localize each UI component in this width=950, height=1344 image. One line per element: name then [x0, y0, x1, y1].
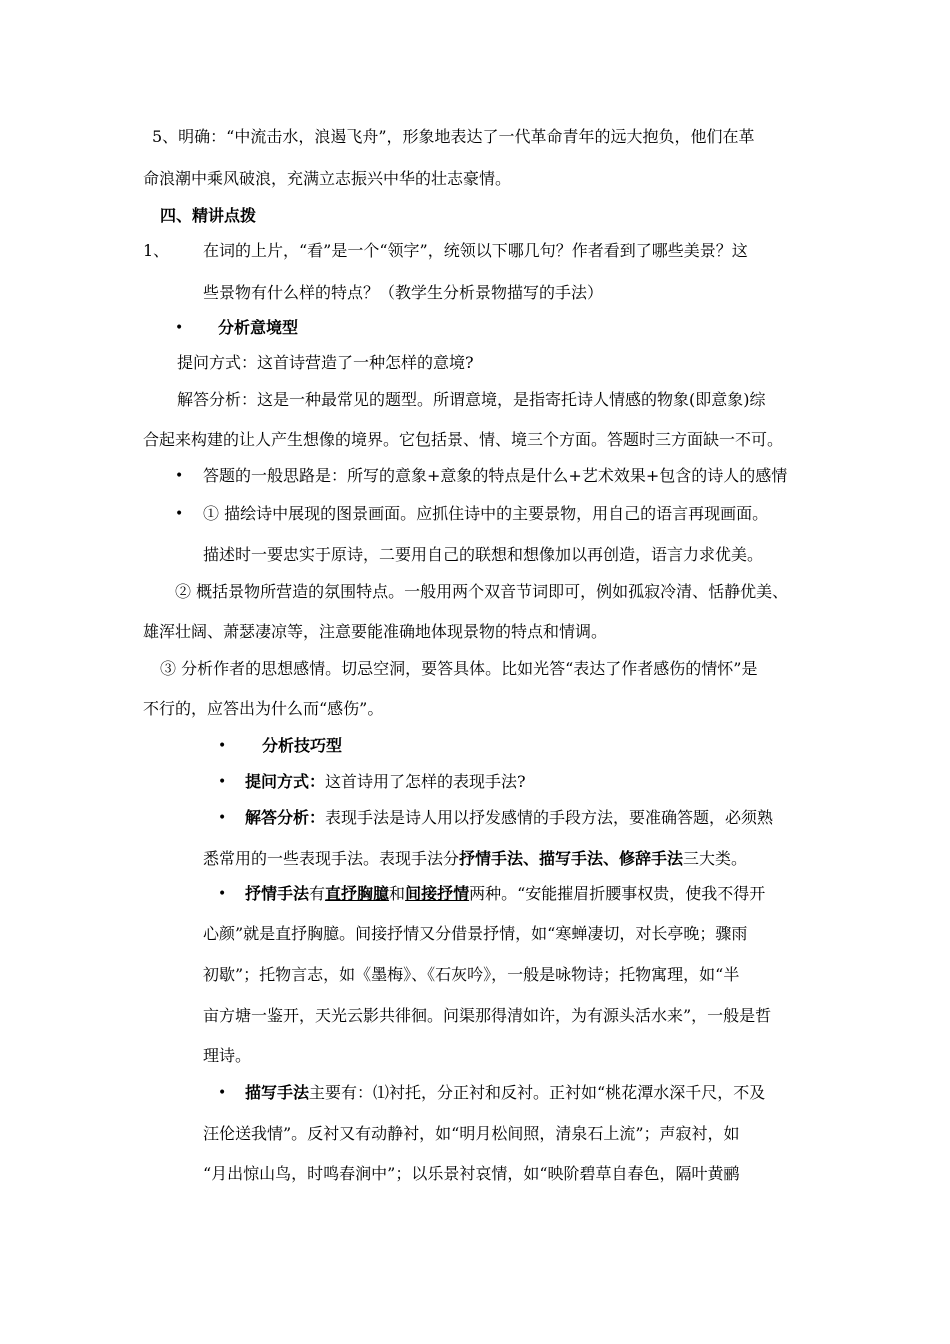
shuqing-text: 和	[389, 884, 406, 903]
jiqiao-answer-label: 解答分析：	[245, 808, 326, 827]
bullet-icon: •	[218, 738, 227, 754]
item-1-number: 1、	[143, 241, 170, 260]
yijing-answer-line-1: 解答分析：这是一种最常见的题型。所谓意境，是指寄托诗人情感的物象(即意象)综	[177, 390, 766, 409]
section-heading: 四、精讲点拨	[160, 206, 257, 225]
jiqiao-question	[245, 772, 526, 792]
yijing-answer-line-2: 合起来构建的让人产生想像的境界。它包括景、情、境三个方面。答题时三方面缺一不可。	[143, 430, 784, 449]
jiqiao-question-text: 这首诗用了怎样的表现手法?	[325, 772, 526, 791]
miaoxie-text: 主要有：⑴衬托，分正衬和反衬。正衬如“桃花潭水深千尺，不及	[309, 1083, 766, 1102]
bullet-icon: •	[175, 468, 184, 484]
miaoxie-line-1	[245, 1083, 765, 1103]
bullet-icon: •	[218, 886, 227, 902]
shuqing-term-direct: 直抒胸臆	[325, 884, 390, 903]
yijing-step-4-line-2: 不行的，应答出为什么而“感伤”。	[143, 699, 384, 718]
bullet-icon: •	[218, 810, 227, 826]
shuqing-label: 抒情手法	[245, 884, 310, 903]
miaoxie-label: 描写手法	[245, 1083, 310, 1102]
jiqiao-question-label: 提问方式：	[245, 772, 326, 791]
jiqiao-heading: 分析技巧型	[262, 736, 343, 755]
jiqiao-answer-line-2	[203, 849, 747, 869]
paragraph-5-line-1: 5、明确：“中流击水，浪遏飞舟”，形象地表达了一代革命青年的远大抱负，他们在革	[152, 127, 755, 146]
shuqing-line-1	[245, 884, 765, 904]
paragraph-5-line-2: 命浪潮中乘风破浪，充满立志振兴中华的壮志豪情。	[143, 169, 512, 188]
jiqiao-answer-text: 三大类。	[683, 849, 748, 868]
yijing-step-1: 答题的一般思路是：所写的意象+意象的特点是什么+艺术效果+包含的诗人的感情	[203, 466, 788, 485]
shuqing-text: 两种。“安能摧眉折腰事权贵，使我不得开	[469, 884, 766, 903]
item-1-line-2: 些景物有什么样的特点？（教学生分析景物描写的手法）	[203, 283, 604, 302]
miaoxie-line-2: 汪伦送我情”。反衬又有动静衬，如“明月松间照，清泉石上流”；声寂衬，如	[203, 1124, 740, 1143]
shuqing-text: 有	[309, 884, 326, 903]
shuqing-term-indirect: 间接抒情	[405, 884, 470, 903]
shuqing-line-2: 心颜”就是直抒胸臆。间接抒情又分借景抒情，如“寒蝉凄切，对长亭晚；骤雨	[203, 924, 748, 943]
item-1-line-1: 在词的上片，“看”是一个“领字”，统领以下哪几句？作者看到了哪些美景？这	[203, 241, 748, 260]
shuqing-line-3: 初歇”；托物言志，如《墨梅》、《石灰吟》，一般是咏物诗；托物寓理，如“半	[203, 965, 740, 984]
bullet-icon: •	[218, 774, 227, 790]
yijing-step-3-line-2: 雄浑壮阔、萧瑟凄凉等，注意要能准确地体现景物的特点和情调。	[143, 622, 608, 641]
yijing-heading: 分析意境型	[218, 318, 299, 337]
bullet-icon: •	[175, 506, 184, 522]
jiqiao-categories: 抒情手法、描写手法、修辞手法	[459, 849, 684, 868]
jiqiao-answer-line-1	[245, 808, 773, 828]
bullet-icon: •	[218, 1085, 227, 1101]
yijing-step-4-line-1: ③ 分析作者的思想感情。切忌空洞，要答具体。比如光答“表达了作者感伤的情怀”是	[160, 659, 758, 678]
jiqiao-answer-text: 表现手法是诗人用以抒发感情的手段方法，要准确答题，必须熟	[325, 808, 774, 827]
miaoxie-line-3: “月出惊山鸟，时鸣春涧中”；以乐景衬哀情，如“映阶碧草自春色，隔叶黄鹂	[203, 1164, 740, 1183]
yijing-step-2-cont: 描述时一要忠实于原诗，二要用自己的联想和想像加以再创造，语言力求优美。	[203, 545, 764, 564]
shuqing-line-5: 理诗。	[203, 1046, 252, 1065]
bullet-icon: •	[175, 320, 184, 336]
yijing-question: 提问方式：这首诗营造了一种怎样的意境?	[177, 353, 474, 372]
yijing-step-2: ① 描绘诗中展现的图景画面。应抓住诗中的主要景物，用自己的语言再现画面。	[203, 504, 769, 523]
jiqiao-answer-text: 悉常用的一些表现手法。表现手法分	[203, 849, 460, 868]
yijing-step-3-line-1: ② 概括景物所营造的氛围特点。一般用两个双音节词即可，例如孤寂冷清、恬静优美、	[175, 582, 789, 601]
shuqing-line-4: 亩方塘一鉴开，天光云影共徘徊。问渠那得清如许，为有源头活水来”，一般是哲	[203, 1006, 772, 1025]
